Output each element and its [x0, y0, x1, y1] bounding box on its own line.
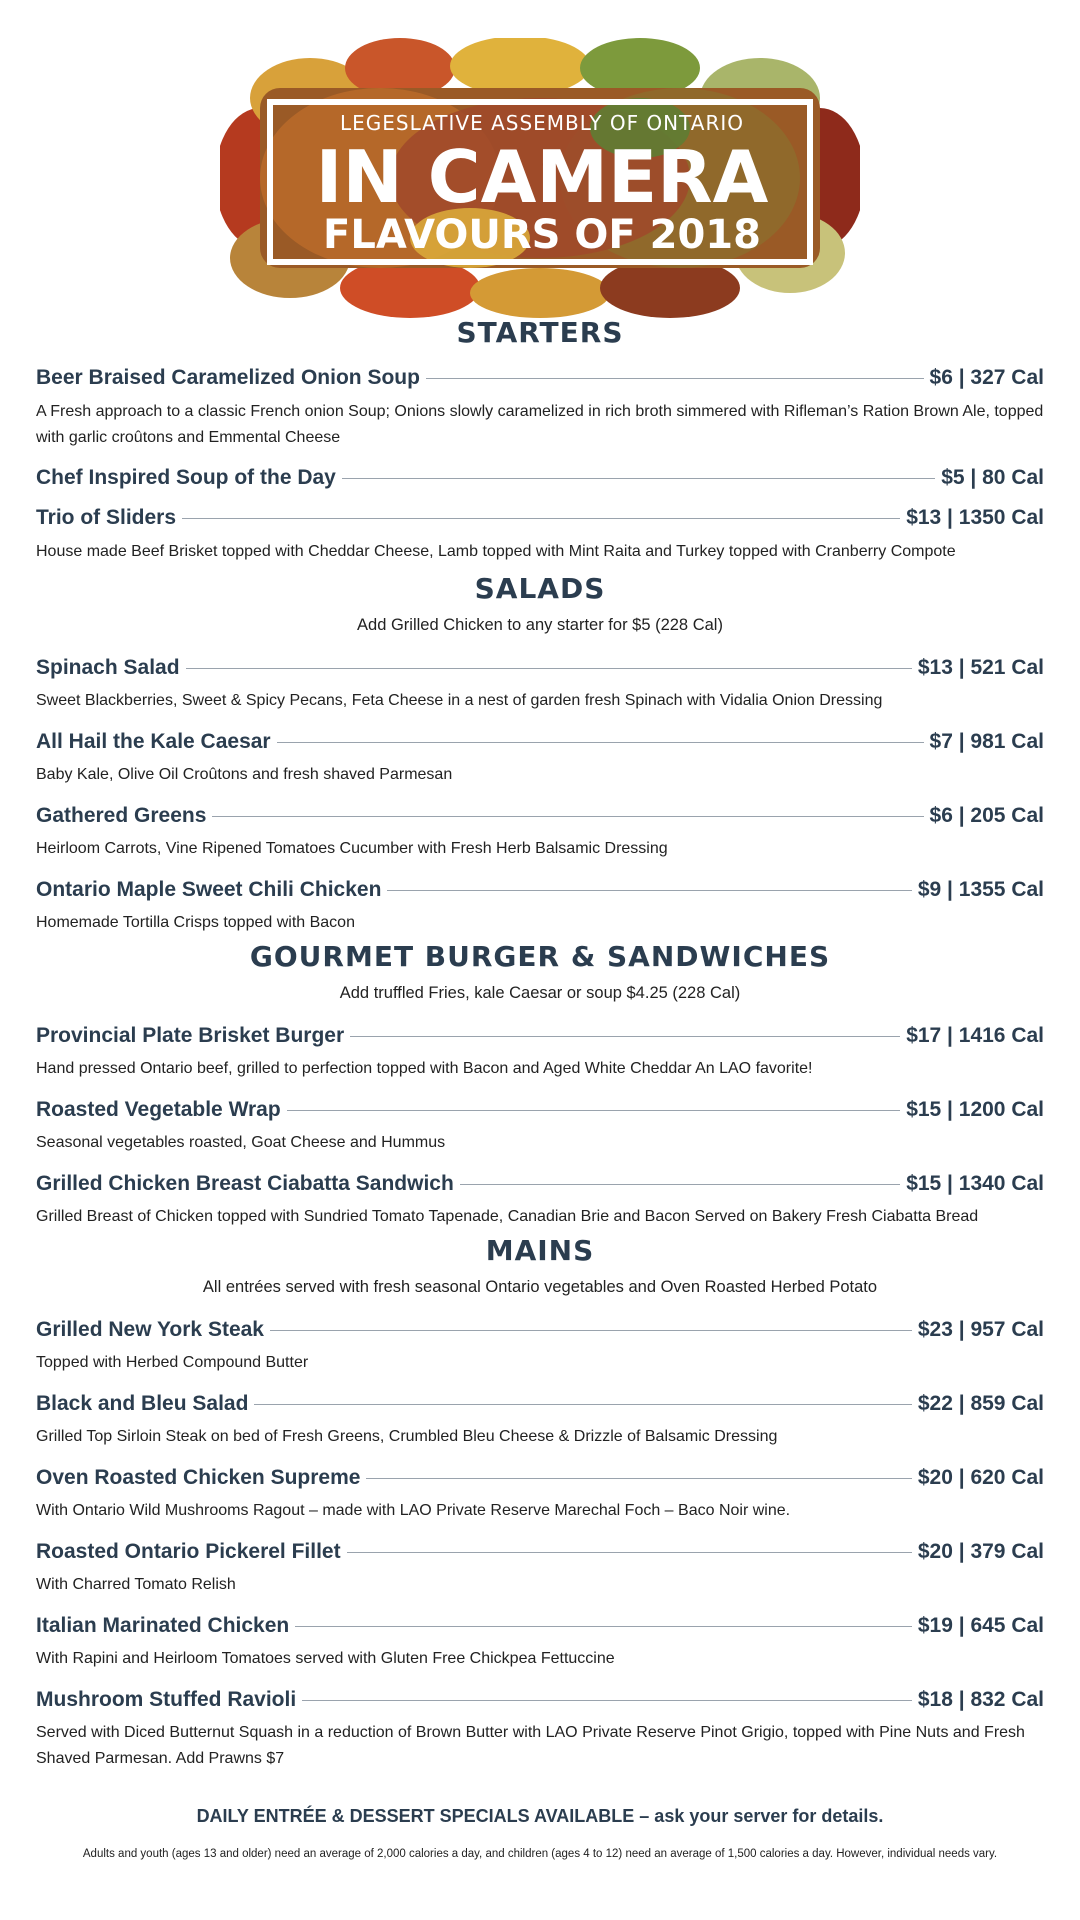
- item-name: Provincial Plate Brisket Burger: [36, 1024, 345, 1047]
- leader-line: [277, 742, 924, 743]
- item-description: Heirloom Carrots, Vine Ripened Tomatoes Cucumber with Fresh Herb Balsamic Dressing: [36, 840, 668, 857]
- item-name: Ontario Maple Sweet Chili Chicken: [36, 878, 382, 901]
- daily-specials-notice: DAILY ENTRÉE & DESSERT SPECIALS AVAILABLE – ask your server for details.: [196, 1806, 884, 1826]
- menu-item: [36, 464, 1044, 492]
- item-name: Beer Braised Caramelized Onion Soup: [36, 366, 420, 389]
- logo-subtitle: LEGESLATIVE ASSEMBLY OF ONTARIO: [339, 111, 745, 135]
- header-logo: [220, 38, 860, 318]
- item-price: $6 | 327 Cal: [929, 366, 1044, 389]
- leader-line: [182, 518, 900, 519]
- leader-line: [347, 1552, 912, 1553]
- menu-item: [36, 504, 1044, 532]
- leader-line: [186, 668, 912, 669]
- menu-item: [36, 876, 1044, 904]
- item-name: Grilled Chicken Breast Ciabatta Sandwich: [36, 1172, 454, 1195]
- item-description: With Ontario Wild Mushrooms Ragout – made with LAO Private Reserve Marechal Foch – Baco Noir wine.: [36, 1502, 791, 1519]
- item-name: Gathered Greens: [36, 804, 207, 827]
- item-name: Spinach Salad: [36, 656, 180, 679]
- menu-item: [36, 802, 1044, 830]
- leader-line: [342, 478, 935, 479]
- item-name: Italian Marinated Chicken: [36, 1614, 290, 1637]
- item-description: Sweet Blackberries, Sweet & Spicy Pecans, Feta Cheese in a nest of garden fresh Spinach with Vidalia Onion Dressing: [36, 692, 883, 709]
- leader-line: [366, 1478, 911, 1479]
- item-description: With Charred Tomato Relish: [36, 1576, 236, 1593]
- leader-line: [270, 1330, 912, 1331]
- item-price: $7 | 981 Cal: [929, 730, 1044, 753]
- item-price: $20 | 620 Cal: [917, 1466, 1044, 1489]
- menu-item: [36, 1538, 1044, 1566]
- item-name: Roasted Vegetable Wrap: [36, 1098, 281, 1121]
- logo-title: IN CAMERA: [315, 135, 769, 219]
- menu-item: [36, 654, 1044, 682]
- item-name: All Hail the Kale Caesar: [36, 730, 271, 753]
- section-title-starters: STARTERS: [456, 316, 624, 349]
- item-price: $9 | 1355 Cal: [917, 878, 1044, 901]
- item-price: $17 | 1416 Cal: [906, 1024, 1044, 1047]
- menu-item: [36, 1316, 1044, 1344]
- item-description: Grilled Breast of Chicken topped with Sundried Tomato Tapenade, Canadian Brie and Bacon Served on Bakery Fresh Ciabatta Bread: [36, 1208, 979, 1225]
- menu-item: [36, 1464, 1044, 1492]
- section-title-mains: MAINS: [485, 1234, 595, 1267]
- item-description: House made Beef Brisket topped with Cheddar Cheese, Lamb topped with Mint Raita and Turkey topped with Cranberry Compote: [36, 543, 956, 560]
- item-description: Grilled Top Sirloin Steak on bed of Fresh Greens, Crumbled Bleu Cheese & Drizzle of Balsamic Dressing: [36, 1428, 778, 1445]
- menu-item: [36, 1022, 1044, 1050]
- item-price: $6 | 205 Cal: [929, 804, 1044, 827]
- item-price: $5 | 80 Cal: [941, 466, 1044, 489]
- item-price: $18 | 832 Cal: [917, 1688, 1044, 1711]
- item-price: $23 | 957 Cal: [917, 1318, 1044, 1341]
- item-description: Homemade Tortilla Crisps topped with Bacon: [36, 914, 355, 931]
- item-name: Oven Roasted Chicken Supreme: [36, 1466, 361, 1489]
- leader-line: [212, 816, 923, 817]
- section-note-salads: Add Grilled Chicken to any starter for $5 (228 Cal): [357, 616, 723, 634]
- item-description: Served with Diced Butternut Squash in a reduction of Brown Butter with LAO Private Reserve Pinot Grigio, topped with Pine Nuts and Fresh Shaved Parmesan. Add Prawns $7: [36, 1724, 1025, 1767]
- item-price: $19 | 645 Cal: [917, 1614, 1044, 1637]
- section-title-burgers: GOURMET BURGER & SANDWICHES: [249, 940, 831, 973]
- leader-line: [350, 1036, 900, 1037]
- menu-item: [36, 1390, 1044, 1418]
- leader-line: [460, 1184, 900, 1185]
- item-price: $15 | 1200 Cal: [906, 1098, 1044, 1121]
- leader-line: [387, 890, 911, 891]
- leader-line: [295, 1626, 912, 1627]
- item-description: A Fresh approach to a classic French onion Soup; Onions slowly caramelized in rich broth simmered with Rifleman’s Ration Brown Ale, topped with garlic croûtons and Emmental Cheese: [36, 403, 1044, 446]
- item-description: Topped with Herbed Compound Butter: [36, 1354, 309, 1371]
- item-price: $15 | 1340 Cal: [906, 1172, 1044, 1195]
- menu-item: [36, 364, 1044, 392]
- item-description: With Rapini and Heirloom Tomatoes served with Gluten Free Chickpea Fettuccine: [36, 1650, 615, 1667]
- item-name: Roasted Ontario Pickerel Fillet: [36, 1540, 341, 1563]
- item-description: Hand pressed Ontario beef, grilled to perfection topped with Bacon and Aged White Cheddar An LAO favorite!: [36, 1060, 813, 1077]
- logo-tagline: FLAVOURS OF 2018: [323, 212, 761, 258]
- item-price: $22 | 859 Cal: [917, 1392, 1044, 1415]
- item-name: Chef Inspired Soup of the Day: [36, 466, 336, 489]
- leader-line: [302, 1700, 912, 1701]
- menu-item: [36, 1096, 1044, 1124]
- item-name: Mushroom Stuffed Ravioli: [36, 1688, 297, 1711]
- item-price: $13 | 1350 Cal: [906, 506, 1044, 529]
- item-price: $20 | 379 Cal: [917, 1540, 1044, 1563]
- menu-item: [36, 1612, 1044, 1640]
- leader-line: [287, 1110, 900, 1111]
- menu-item: [36, 728, 1044, 756]
- section-note-burgers: Add truffled Fries, kale Caesar or soup $4.25 (228 Cal): [339, 984, 741, 1002]
- item-name: Trio of Sliders: [36, 506, 177, 529]
- item-name: Black and Bleu Salad: [36, 1392, 249, 1415]
- calorie-disclaimer: Adults and youth (ages 13 and older) need an average of 2,000 calories a day, and children (ages 4 to 12) need an average of 1,500 calories a day. However, individual needs vary.: [82, 1848, 998, 1860]
- section-title-salads: SALADS: [474, 572, 606, 605]
- leader-line: [254, 1404, 911, 1405]
- leader-line: [426, 378, 924, 379]
- item-description: Baby Kale, Olive Oil Croûtons and fresh shaved Parmesan: [36, 766, 453, 783]
- menu-item: [36, 1686, 1044, 1714]
- section-note-mains: All entrées served with fresh seasonal Ontario vegetables and Oven Roasted Herbed Potato: [202, 1278, 878, 1296]
- menu-item: [36, 1170, 1044, 1198]
- item-name: Grilled New York Steak: [36, 1318, 264, 1341]
- item-description: Seasonal vegetables roasted, Goat Cheese and Hummus: [36, 1134, 446, 1151]
- item-price: $13 | 521 Cal: [917, 656, 1044, 679]
